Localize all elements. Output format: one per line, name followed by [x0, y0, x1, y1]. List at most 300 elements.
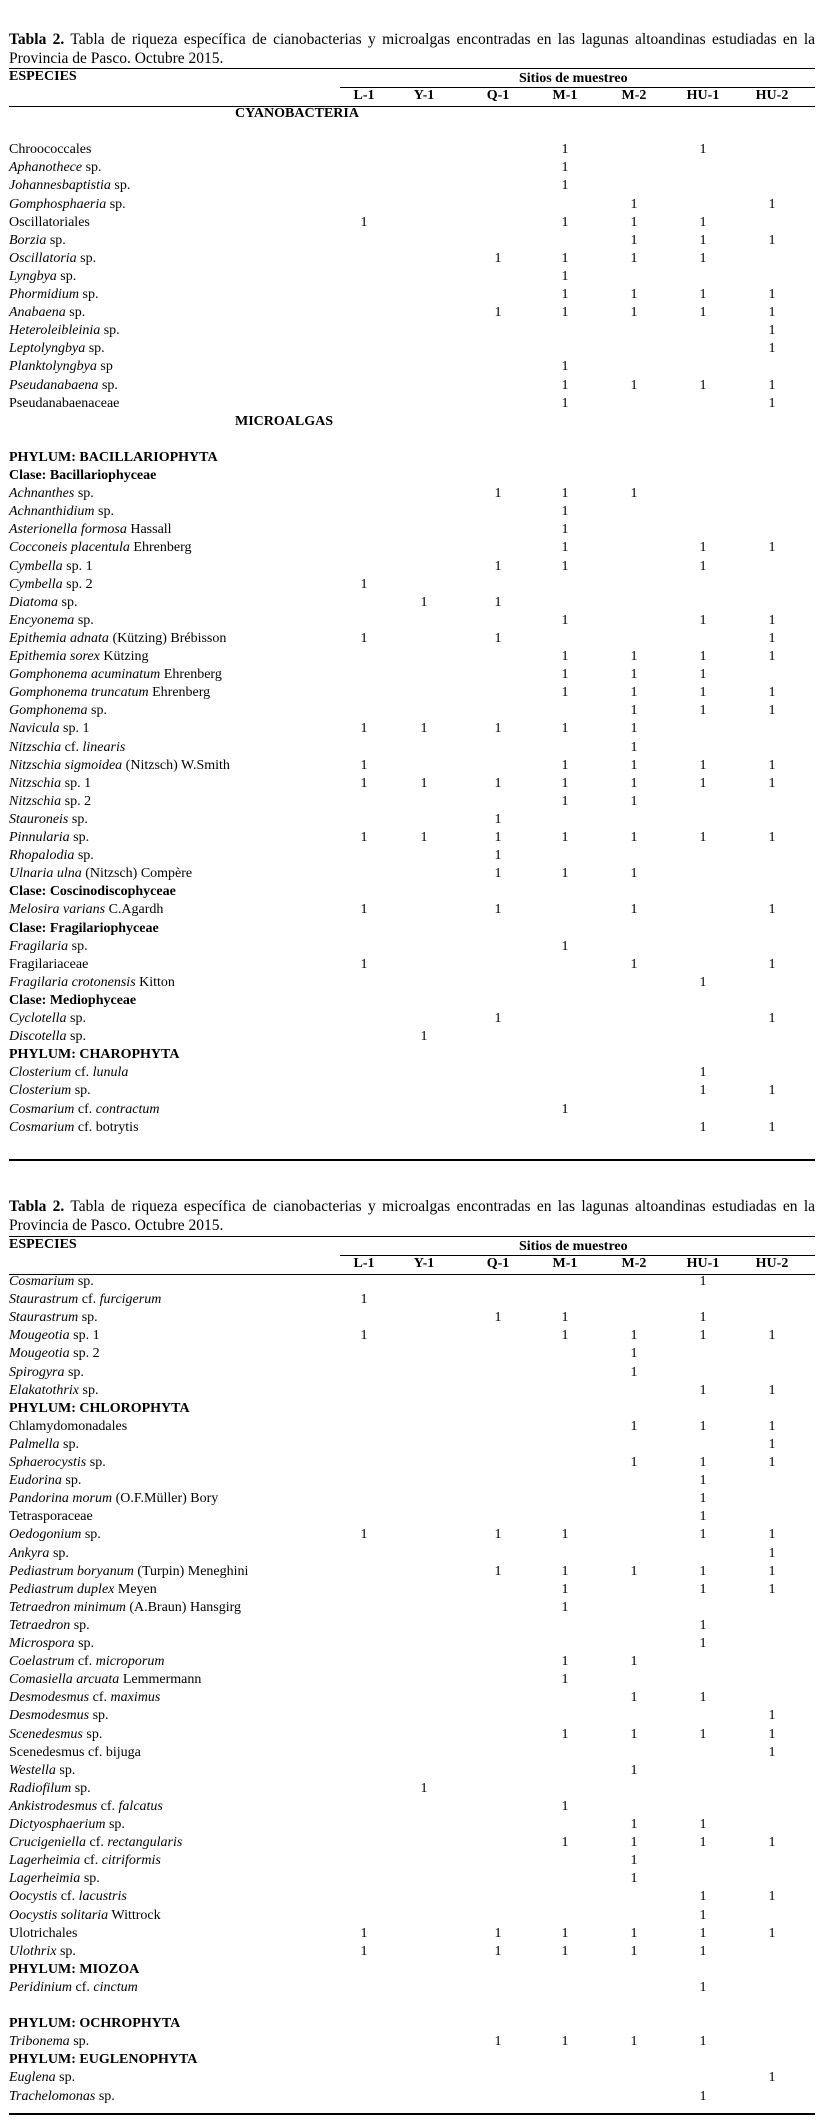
presence-value: 1 [561, 793, 569, 809]
presence-value: 1 [630, 775, 638, 791]
section-heading-row [0, 1961, 825, 1979]
presence-value: 1 [561, 612, 569, 628]
presence-value: 1 [360, 214, 368, 230]
table-row [0, 2033, 825, 2051]
presence-value: 1 [768, 1545, 776, 1561]
table-row [0, 1526, 825, 1544]
species-name: Scenedesmus sp. [9, 1726, 103, 1742]
presence-value: 1 [768, 757, 776, 773]
table-row [0, 1345, 825, 1363]
presence-value: 1 [360, 902, 368, 918]
presence-value: 1 [561, 685, 569, 701]
presence-value: 1 [561, 540, 569, 556]
presence-value: 1 [561, 1527, 569, 1543]
species-name: Pseudanabaena sp. [9, 377, 118, 393]
species-name: Fragilariaceae [9, 956, 89, 972]
species-name: Ankistrodesmus cf. falcatus [9, 1798, 163, 1814]
presence-value: 1 [561, 160, 569, 176]
table-row [0, 1798, 825, 1816]
species-name: Ulnaria ulna (Nitzsch) Compère [9, 866, 193, 882]
species-name: Desmodesmus cf. maximus [9, 1690, 161, 1706]
species-name: Comasiella arcuata Lemmermann [9, 1672, 202, 1688]
table-row [0, 159, 825, 177]
species-name: Pandorina morum (O.F.Müller) Bory [9, 1491, 219, 1507]
table-row [0, 1689, 825, 1707]
table-row [0, 1581, 825, 1599]
section-heading: PHYLUM: CHLOROPHYTA [9, 1400, 190, 1416]
table-row [0, 1082, 825, 1100]
presence-value: 1 [768, 1581, 776, 1597]
table-row [0, 286, 825, 304]
presence-value: 1 [768, 830, 776, 845]
table-row [0, 539, 825, 557]
table-row [0, 1010, 825, 1028]
species-name: Anabaena sp. [9, 305, 86, 321]
presence-value: 1 [630, 1690, 638, 1706]
species-name: Achnanthes sp. [9, 486, 94, 502]
species-name: Ankyra sp. [9, 1545, 69, 1561]
presence-value: 1 [768, 630, 776, 646]
species-name: Oedogonium sp. [9, 1527, 101, 1543]
presence-value: 1 [768, 1527, 776, 1543]
table-row [0, 503, 825, 521]
presence-value: 1 [768, 1708, 776, 1724]
species-name: Fragilaria sp. [9, 938, 88, 954]
column-header: Y-1 [413, 88, 435, 103]
presence-value: 1 [699, 1455, 707, 1470]
table-row [0, 702, 825, 720]
presence-value: 1 [699, 1817, 707, 1832]
presence-value: 1 [561, 1943, 569, 1959]
species-name: Coelastrum cf. microporum [9, 1654, 165, 1670]
presence-value: 1 [768, 196, 776, 212]
presence-value: 1 [630, 287, 638, 302]
presence-value: 1 [630, 1762, 638, 1778]
species-name: Peridinium cf. cinctum [9, 1979, 138, 1995]
table-row [0, 793, 825, 811]
presence-value: 1 [699, 232, 707, 248]
table-row [0, 177, 825, 195]
presence-value: 1 [699, 974, 707, 990]
presence-value: 1 [768, 323, 776, 339]
section-heading-row [0, 413, 825, 431]
column-header: M-1 [552, 1256, 578, 1271]
top-rule [9, 68, 815, 69]
column-header: Q-1 [486, 1256, 510, 1271]
table-row [0, 1834, 825, 1852]
presence-value: 1 [699, 1274, 707, 1289]
column-header: L-1 [353, 1256, 375, 1271]
presence-value: 1 [561, 649, 569, 664]
section-heading: Clase: Fragilariophyceae [9, 920, 159, 936]
presence-value: 1 [768, 956, 776, 972]
presence-value: 1 [630, 667, 638, 683]
presence-value: 1 [768, 1744, 776, 1760]
species-name: Gomphonema truncatum Ehrenberg [9, 685, 211, 701]
table-row [0, 1599, 825, 1617]
species-name: Borzia sp. [9, 232, 66, 248]
presence-value: 1 [699, 757, 707, 773]
presence-value: 1 [494, 630, 502, 646]
table-row [0, 829, 825, 847]
column-header: M-1 [552, 88, 578, 103]
presence-value: 1 [699, 1310, 707, 1326]
table-row [0, 865, 825, 883]
presence-value: 1 [768, 775, 776, 791]
species-name: Pseudanabaenaceae [9, 395, 120, 411]
spacer-row [0, 123, 825, 141]
presence-value: 1 [768, 540, 776, 556]
table-row [0, 1454, 825, 1472]
presence-value: 1 [494, 486, 502, 502]
species-name: Nitzschia sp. 1 [9, 775, 92, 791]
presence-value: 1 [768, 902, 776, 918]
presence-value: 1 [494, 1527, 502, 1543]
table-row [0, 1943, 825, 1961]
species-name: Palmella sp. [9, 1436, 79, 1452]
species-name: Melosira varians C.Agardh [9, 902, 164, 918]
presence-value: 1 [699, 1907, 707, 1923]
section-heading: PHYLUM: CHAROPHYTA [9, 1047, 180, 1063]
presence-value: 1 [630, 703, 638, 719]
column-header: Q-1 [486, 88, 510, 103]
presence-value: 1 [561, 1310, 569, 1326]
presence-value: 1 [561, 830, 569, 845]
presence-value: 1 [561, 1599, 569, 1615]
species-name: Gomphosphaeria sp. [9, 196, 126, 212]
table-row [0, 1418, 825, 1436]
table-row [0, 521, 825, 539]
section-heading: Clase: Bacillariophyceae [9, 468, 157, 483]
table-row [0, 558, 825, 576]
table-row [0, 1852, 825, 1870]
presence-value: 1 [561, 2034, 569, 2050]
presence-value: 1 [561, 359, 569, 375]
presence-value: 1 [561, 504, 569, 520]
presence-value: 1 [561, 667, 569, 683]
presence-value: 1 [630, 232, 638, 248]
presence-value: 1 [768, 1925, 776, 1941]
presence-value: 1 [630, 196, 638, 212]
presence-value: 1 [699, 2088, 707, 2104]
table-row [0, 1291, 825, 1309]
presence-value: 1 [699, 540, 707, 556]
presence-value: 1 [494, 250, 502, 266]
species-name: Microspora sp. [9, 1636, 95, 1651]
section-heading-row [0, 449, 825, 467]
presence-value: 1 [768, 377, 776, 393]
table-row [0, 1327, 825, 1345]
presence-value: 1 [699, 1835, 707, 1851]
presence-value: 1 [420, 775, 428, 791]
presence-value: 1 [768, 1011, 776, 1026]
presence-value: 1 [768, 1835, 776, 1851]
presence-value: 1 [630, 1835, 638, 1851]
table-row [0, 1888, 825, 1906]
presence-value: 1 [494, 866, 502, 882]
presence-value: 1 [630, 1853, 638, 1869]
presence-value: 1 [768, 1328, 776, 1344]
species-name: Lagerheimia sp. [9, 1871, 100, 1887]
presence-value: 1 [630, 757, 638, 773]
caption-label: Tabla 2. [9, 1198, 65, 1215]
species-name: Cyclotella sp. [9, 1011, 86, 1026]
table-row [0, 974, 825, 992]
presence-value: 1 [360, 956, 368, 972]
section-heading-row [0, 992, 825, 1010]
species-name: Achnanthidium sp. [9, 504, 114, 520]
sites-header: Sitios de muestreo [519, 1239, 628, 1254]
presence-value: 1 [699, 1889, 707, 1905]
presence-value: 1 [699, 1636, 707, 1651]
presence-value: 1 [360, 830, 368, 845]
table-row [0, 1064, 825, 1082]
column-header: HU-1 [686, 1256, 720, 1271]
presence-value: 1 [561, 1726, 569, 1742]
presence-value: 1 [561, 775, 569, 791]
table-row [0, 576, 825, 594]
presence-value: 1 [630, 250, 638, 266]
presence-value: 1 [768, 341, 776, 357]
species-name: Staurastrum sp. [9, 1310, 98, 1326]
species-name: Phormidium sp. [9, 287, 99, 302]
species-name: Aphanothece sp. [9, 160, 102, 176]
table-row [0, 1472, 825, 1490]
table-end-rule [9, 1159, 815, 1161]
presence-value: 1 [699, 667, 707, 683]
table-row [0, 1726, 825, 1744]
table-caption [9, 1197, 815, 1235]
species-name: Stauroneis sp. [9, 811, 88, 827]
presence-value: 1 [561, 938, 569, 954]
presence-value: 1 [699, 1119, 707, 1135]
presence-value: 1 [494, 1310, 502, 1326]
presence-value: 1 [768, 1119, 776, 1135]
presence-value: 1 [699, 142, 707, 158]
presence-value: 1 [360, 1943, 368, 1959]
presence-value: 1 [630, 1455, 638, 1470]
table-row [0, 1364, 825, 1382]
presence-value: 1 [630, 377, 638, 393]
section-heading: PHYLUM: MIOZOA [9, 1961, 140, 1977]
table-row [0, 612, 825, 630]
presence-value: 1 [699, 558, 707, 574]
species-name: Epithemia sorex Kützing [9, 649, 149, 664]
table-row [0, 1744, 825, 1762]
section-heading-row [0, 920, 825, 938]
table-row [0, 720, 825, 738]
presence-value: 1 [494, 775, 502, 791]
presence-value: 1 [420, 1780, 428, 1796]
presence-value: 1 [494, 1563, 502, 1579]
table-row [0, 1101, 825, 1119]
species-name: Tetraedron minimum (A.Braun) Hansgirg [9, 1599, 242, 1615]
presence-value: 1 [699, 1690, 707, 1706]
table-row [0, 141, 825, 159]
presence-value: 1 [420, 721, 428, 737]
presence-value: 1 [561, 721, 569, 737]
presence-value: 1 [630, 1726, 638, 1742]
presence-value: 1 [630, 866, 638, 882]
table-row [0, 1979, 825, 1997]
species-name: Tetrasporaceae [9, 1509, 93, 1525]
presence-value: 1 [768, 232, 776, 248]
table-row [0, 2069, 825, 2087]
table-row [0, 1490, 825, 1508]
presence-value: 1 [699, 1473, 707, 1489]
top-rule [9, 1236, 815, 1237]
presence-value: 1 [699, 1979, 707, 1995]
presence-value: 1 [561, 1328, 569, 1344]
presence-value: 1 [360, 630, 368, 646]
species-name: Asterionella formosa Hassall [9, 522, 172, 538]
presence-value: 1 [699, 1563, 707, 1579]
presence-value: 1 [768, 612, 776, 628]
species-name: Ulotrichales [9, 1925, 78, 1941]
section-heading: Clase: Mediophyceae [9, 992, 137, 1008]
presence-value: 1 [630, 1871, 638, 1887]
presence-value: 1 [561, 1654, 569, 1670]
species-name: Tribonema sp. [9, 2034, 90, 2050]
species-name: Lyngbya sp. [9, 268, 77, 284]
table-row [0, 214, 825, 232]
presence-value: 1 [561, 250, 569, 266]
presence-value: 1 [768, 703, 776, 719]
presence-value: 1 [699, 1418, 707, 1434]
species-name: Radiofilum sp. [9, 1780, 91, 1796]
species-name: Crucigeniella cf. rectangularis [9, 1835, 183, 1851]
species-name: Trachelomonas sp. [9, 2088, 115, 2104]
presence-value: 1 [360, 576, 368, 592]
column-header: HU-2 [755, 88, 789, 103]
presence-value: 1 [699, 775, 707, 791]
species-name: Leptolyngbya sp. [9, 341, 105, 357]
table-row [0, 811, 825, 829]
section-heading: Clase: Coscinodiscophyceae [9, 884, 176, 900]
presence-value: 1 [768, 1418, 776, 1434]
species-name: Lagerheimia cf. citriformis [9, 1853, 161, 1869]
table-row [0, 1653, 825, 1671]
presence-value: 1 [561, 142, 569, 158]
column-header: M-2 [621, 88, 647, 103]
presence-value: 1 [630, 956, 638, 972]
section-heading-row [0, 105, 825, 123]
caption-label: Tabla 2. [9, 31, 65, 48]
species-name: Cymbella sp. 2 [9, 576, 93, 592]
presence-value: 1 [630, 305, 638, 321]
presence-value: 1 [699, 612, 707, 628]
presence-value: 1 [768, 649, 776, 664]
column-header: HU-1 [686, 88, 720, 103]
species-name: Nitzschia sp. 2 [9, 793, 92, 809]
section-heading: CYANOBACTERIA [235, 106, 359, 121]
section-heading: PHYLUM: EUGLENOPHYTA [9, 2052, 198, 2068]
presence-value: 1 [420, 594, 428, 610]
species-name: Mougeotia sp. 1 [9, 1328, 100, 1344]
section-heading-row [0, 2015, 825, 2033]
species-name: Cosmarium sp. [9, 1274, 94, 1289]
table-row [0, 1762, 825, 1780]
section-heading-row [0, 883, 825, 901]
presence-value: 1 [494, 1011, 502, 1026]
caption-text: Tabla de riqueza específica de cianobacterias y microalgas encontradas en las lagunas altoandinas estudiadas en la Provincia de Pasco. Octubre 2015. [9, 1198, 815, 1234]
table-row [0, 395, 825, 413]
presence-value: 1 [494, 830, 502, 845]
species-name: Desmodesmus sp. [9, 1708, 109, 1724]
table-row [0, 1508, 825, 1526]
table-row [0, 250, 825, 268]
table-row [0, 196, 825, 214]
species-header: ESPECIES [9, 1237, 77, 1252]
presence-value: 1 [561, 1925, 569, 1941]
presence-value: 1 [494, 1925, 502, 1941]
presence-value: 1 [699, 1328, 707, 1344]
species-name: Spirogyra sp. [9, 1364, 84, 1380]
table-row [0, 377, 825, 395]
table-row [0, 1870, 825, 1888]
table-row [0, 1925, 825, 1943]
table-end-rule [9, 2113, 815, 2115]
presence-value: 1 [494, 305, 502, 321]
table-row [0, 630, 825, 648]
presence-value: 1 [699, 1617, 707, 1633]
species-name: Pinnularia sp. [9, 830, 90, 845]
presence-value: 1 [561, 268, 569, 284]
species-name: Oscillatoria sp. [9, 250, 97, 266]
species-name: Discotella sp. [9, 1029, 86, 1045]
presence-value: 1 [768, 1726, 776, 1742]
presence-value: 1 [768, 287, 776, 302]
presence-value: 1 [630, 1925, 638, 1941]
presence-value: 1 [768, 1455, 776, 1470]
presence-value: 1 [768, 2070, 776, 2086]
table-row [0, 684, 825, 702]
table-caption [9, 30, 815, 68]
presence-value: 1 [699, 1065, 707, 1081]
section-heading-row [0, 2051, 825, 2069]
species-name: Diatoma sp. [9, 594, 78, 610]
table-row [0, 847, 825, 865]
table-row [0, 1119, 825, 1137]
table-row [0, 1671, 825, 1689]
column-header: Y-1 [413, 1256, 435, 1271]
section-heading: MICROALGAS [235, 413, 334, 429]
presence-value: 1 [360, 1292, 368, 1308]
column-header: HU-2 [755, 1256, 789, 1271]
section-heading-row [0, 1046, 825, 1064]
species-name: Cocconeis placentula Ehrenberg [9, 540, 192, 556]
presence-value: 1 [699, 703, 707, 719]
species-name: Nitzschia sigmoidea (Nitzsch) W.Smith [9, 757, 230, 773]
table-row [0, 1563, 825, 1581]
species-name: Epithemia adnata (Kützing) Brébisson [9, 630, 227, 646]
presence-value: 1 [561, 757, 569, 773]
presence-value: 1 [699, 1925, 707, 1941]
column-header: M-2 [621, 1256, 647, 1271]
presence-value: 1 [494, 902, 502, 918]
table-row [0, 1907, 825, 1925]
species-name: Fragilaria crotonensis Kitton [9, 974, 175, 990]
presence-value: 1 [561, 1101, 569, 1117]
species-name: Pediastrum duplex Meyen [9, 1581, 157, 1597]
table-row [0, 1707, 825, 1725]
presence-value: 1 [699, 685, 707, 701]
species-name: Encyonema sp. [9, 612, 94, 628]
presence-value: 1 [561, 214, 569, 230]
section-heading-row [0, 1400, 825, 1418]
presence-value: 1 [699, 1509, 707, 1525]
presence-value: 1 [768, 1382, 776, 1398]
